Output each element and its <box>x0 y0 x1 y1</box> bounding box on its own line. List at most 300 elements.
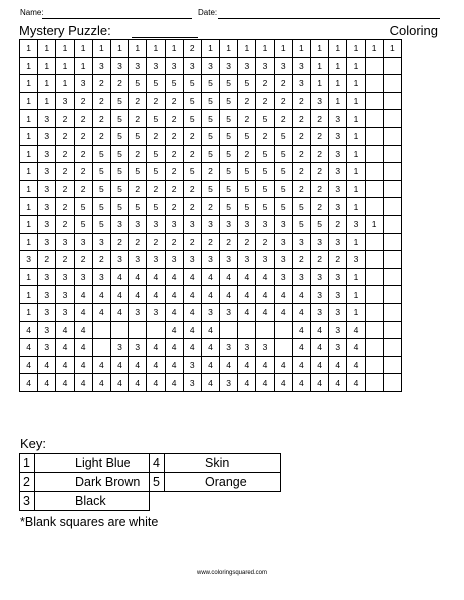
grid-cell[interactable] <box>383 75 401 93</box>
grid-cell[interactable]: 3 <box>165 57 183 75</box>
grid-cell[interactable]: 1 <box>20 268 38 286</box>
grid-cell[interactable]: 5 <box>92 145 110 163</box>
grid-cell[interactable]: 5 <box>74 198 92 216</box>
grid-cell[interactable] <box>365 374 383 392</box>
grid-cell[interactable]: 5 <box>311 215 329 233</box>
grid-cell[interactable]: 3 <box>274 215 292 233</box>
grid-cell[interactable]: 4 <box>147 339 165 357</box>
grid-cell[interactable]: 3 <box>220 374 238 392</box>
grid-cell[interactable] <box>365 233 383 251</box>
grid-cell[interactable]: 2 <box>311 110 329 128</box>
grid-cell[interactable]: 2 <box>292 163 310 181</box>
grid-cell[interactable]: 1 <box>38 57 56 75</box>
grid-cell[interactable]: 3 <box>220 57 238 75</box>
grid-cell[interactable] <box>129 321 147 339</box>
grid-cell[interactable]: 4 <box>110 374 128 392</box>
grid-cell[interactable]: 2 <box>311 145 329 163</box>
grid-cell[interactable]: 3 <box>38 180 56 198</box>
grid-cell[interactable]: 5 <box>238 75 256 93</box>
grid-cell[interactable]: 2 <box>38 251 56 269</box>
grid-cell[interactable]: 2 <box>256 127 274 145</box>
grid-cell[interactable] <box>365 75 383 93</box>
grid-cell[interactable] <box>365 321 383 339</box>
grid-cell[interactable]: 3 <box>183 356 201 374</box>
grid-cell[interactable] <box>110 321 128 339</box>
grid-cell[interactable]: 4 <box>238 286 256 304</box>
grid-cell[interactable]: 3 <box>274 251 292 269</box>
grid-cell[interactable]: 3 <box>110 57 128 75</box>
grid-cell[interactable]: 1 <box>347 110 365 128</box>
grid-cell[interactable] <box>365 303 383 321</box>
grid-cell[interactable]: 1 <box>201 40 219 58</box>
grid-cell[interactable]: 2 <box>165 163 183 181</box>
grid-cell[interactable]: 2 <box>165 180 183 198</box>
grid-cell[interactable]: 5 <box>201 92 219 110</box>
grid-cell[interactable]: 4 <box>256 303 274 321</box>
grid-cell[interactable] <box>383 356 401 374</box>
grid-cell[interactable]: 5 <box>92 215 110 233</box>
grid-cell[interactable]: 3 <box>329 303 347 321</box>
grid-cell[interactable]: 1 <box>20 233 38 251</box>
grid-cell[interactable]: 2 <box>129 110 147 128</box>
grid-cell[interactable]: 2 <box>74 163 92 181</box>
grid-cell[interactable]: 1 <box>74 40 92 58</box>
grid-cell[interactable]: 3 <box>329 180 347 198</box>
grid-cell[interactable]: 3 <box>147 303 165 321</box>
grid-cell[interactable] <box>238 321 256 339</box>
grid-cell[interactable]: 4 <box>129 374 147 392</box>
grid-cell[interactable]: 2 <box>238 145 256 163</box>
grid-cell[interactable]: 5 <box>220 127 238 145</box>
grid-cell[interactable]: 1 <box>220 40 238 58</box>
date-line[interactable] <box>218 18 440 19</box>
grid-cell[interactable] <box>365 57 383 75</box>
grid-cell[interactable]: 5 <box>147 75 165 93</box>
grid-cell[interactable]: 4 <box>274 303 292 321</box>
grid-cell[interactable]: 2 <box>129 92 147 110</box>
grid-cell[interactable]: 4 <box>201 356 219 374</box>
grid-cell[interactable]: 2 <box>311 163 329 181</box>
grid-cell[interactable]: 4 <box>147 374 165 392</box>
grid-cell[interactable]: 2 <box>56 127 74 145</box>
grid-cell[interactable]: 3 <box>238 339 256 357</box>
grid-cell[interactable]: 3 <box>110 251 128 269</box>
grid-cell[interactable]: 1 <box>365 215 383 233</box>
grid-cell[interactable]: 3 <box>256 57 274 75</box>
grid-cell[interactable]: 2 <box>238 92 256 110</box>
grid-cell[interactable] <box>365 356 383 374</box>
grid-cell[interactable]: 4 <box>238 303 256 321</box>
grid-cell[interactable] <box>274 321 292 339</box>
grid-cell[interactable]: 4 <box>274 374 292 392</box>
grid-cell[interactable]: 2 <box>56 163 74 181</box>
grid-cell[interactable]: 4 <box>20 374 38 392</box>
grid-cell[interactable] <box>220 321 238 339</box>
grid-cell[interactable]: 5 <box>201 180 219 198</box>
grid-cell[interactable] <box>256 321 274 339</box>
grid-cell[interactable]: 3 <box>220 339 238 357</box>
grid-cell[interactable] <box>147 321 165 339</box>
grid-cell[interactable]: 4 <box>147 286 165 304</box>
grid-cell[interactable]: 2 <box>183 127 201 145</box>
grid-cell[interactable]: 4 <box>201 374 219 392</box>
grid-cell[interactable]: 5 <box>110 145 128 163</box>
grid-cell[interactable]: 2 <box>165 145 183 163</box>
grid-cell[interactable]: 3 <box>38 321 56 339</box>
grid-cell[interactable]: 3 <box>183 374 201 392</box>
grid-cell[interactable]: 5 <box>92 180 110 198</box>
grid-cell[interactable] <box>383 110 401 128</box>
grid-cell[interactable]: 5 <box>201 145 219 163</box>
grid-cell[interactable]: 3 <box>56 233 74 251</box>
grid-cell[interactable]: 3 <box>201 215 219 233</box>
grid-cell[interactable]: 3 <box>220 215 238 233</box>
grid-cell[interactable]: 5 <box>220 145 238 163</box>
grid-cell[interactable]: 2 <box>56 145 74 163</box>
grid-cell[interactable] <box>383 286 401 304</box>
grid-cell[interactable]: 4 <box>92 356 110 374</box>
grid-cell[interactable] <box>383 198 401 216</box>
grid-cell[interactable]: 4 <box>256 286 274 304</box>
grid-cell[interactable]: 5 <box>274 180 292 198</box>
grid-cell[interactable]: 4 <box>292 374 310 392</box>
grid-cell[interactable]: 2 <box>238 233 256 251</box>
grid-cell[interactable]: 2 <box>74 251 92 269</box>
grid-cell[interactable]: 4 <box>183 321 201 339</box>
grid-cell[interactable] <box>365 198 383 216</box>
grid-cell[interactable]: 4 <box>311 321 329 339</box>
grid-cell[interactable]: 1 <box>20 215 38 233</box>
grid-cell[interactable]: 2 <box>201 198 219 216</box>
grid-cell[interactable]: 5 <box>129 163 147 181</box>
grid-cell[interactable]: 2 <box>56 251 74 269</box>
grid-cell[interactable]: 5 <box>147 145 165 163</box>
grid-cell[interactable]: 3 <box>329 321 347 339</box>
grid-cell[interactable]: 3 <box>347 251 365 269</box>
grid-cell[interactable]: 2 <box>292 251 310 269</box>
grid-cell[interactable]: 5 <box>238 127 256 145</box>
grid-cell[interactable]: 3 <box>292 233 310 251</box>
grid-cell[interactable]: 4 <box>165 303 183 321</box>
grid-cell[interactable]: 2 <box>165 233 183 251</box>
grid-cell[interactable]: 4 <box>292 356 310 374</box>
grid-cell[interactable]: 1 <box>274 40 292 58</box>
grid-cell[interactable]: 4 <box>20 321 38 339</box>
grid-cell[interactable]: 4 <box>311 356 329 374</box>
grid-cell[interactable]: 4 <box>183 339 201 357</box>
grid-cell[interactable]: 5 <box>274 127 292 145</box>
grid-cell[interactable]: 4 <box>311 374 329 392</box>
grid-cell[interactable]: 5 <box>256 110 274 128</box>
grid-cell[interactable]: 3 <box>220 303 238 321</box>
grid-cell[interactable]: 5 <box>220 75 238 93</box>
grid-cell[interactable]: 4 <box>74 303 92 321</box>
grid-cell[interactable]: 3 <box>38 198 56 216</box>
grid-cell[interactable]: 4 <box>292 286 310 304</box>
grid-cell[interactable]: 5 <box>201 127 219 145</box>
grid-cell[interactable]: 2 <box>56 110 74 128</box>
grid-cell[interactable]: 4 <box>110 356 128 374</box>
grid-cell[interactable]: 2 <box>292 110 310 128</box>
grid-cell[interactable]: 4 <box>183 303 201 321</box>
grid-cell[interactable]: 3 <box>129 57 147 75</box>
grid-cell[interactable] <box>383 127 401 145</box>
grid-cell[interactable]: 5 <box>238 163 256 181</box>
grid-cell[interactable]: 2 <box>201 163 219 181</box>
grid-cell[interactable] <box>365 145 383 163</box>
grid-cell[interactable]: 3 <box>311 92 329 110</box>
grid-cell[interactable]: 4 <box>56 374 74 392</box>
grid-cell[interactable]: 5 <box>92 163 110 181</box>
grid-cell[interactable]: 2 <box>147 233 165 251</box>
grid-cell[interactable]: 3 <box>129 339 147 357</box>
grid-cell[interactable]: 3 <box>38 163 56 181</box>
grid-cell[interactable]: 3 <box>274 268 292 286</box>
grid-cell[interactable]: 4 <box>256 356 274 374</box>
grid-cell[interactable]: 2 <box>329 215 347 233</box>
grid-cell[interactable]: 1 <box>329 75 347 93</box>
grid-cell[interactable]: 1 <box>56 75 74 93</box>
grid-cell[interactable]: 4 <box>74 286 92 304</box>
grid-cell[interactable]: 5 <box>220 110 238 128</box>
grid-cell[interactable]: 4 <box>147 268 165 286</box>
grid-cell[interactable]: 4 <box>201 268 219 286</box>
grid-cell[interactable]: 2 <box>329 251 347 269</box>
grid-cell[interactable]: 2 <box>311 251 329 269</box>
grid-cell[interactable] <box>365 268 383 286</box>
grid-cell[interactable]: 4 <box>56 321 74 339</box>
grid-cell[interactable]: 1 <box>292 40 310 58</box>
grid-cell[interactable]: 4 <box>110 268 128 286</box>
grid-cell[interactable]: 2 <box>183 233 201 251</box>
grid-cell[interactable]: 3 <box>238 251 256 269</box>
grid-cell[interactable]: 3 <box>38 233 56 251</box>
grid-cell[interactable]: 2 <box>183 198 201 216</box>
grid-cell[interactable]: 4 <box>110 303 128 321</box>
grid-cell[interactable]: 4 <box>165 268 183 286</box>
grid-cell[interactable]: 3 <box>56 92 74 110</box>
grid-cell[interactable]: 3 <box>329 268 347 286</box>
grid-cell[interactable]: 1 <box>311 40 329 58</box>
grid-cell[interactable]: 1 <box>347 268 365 286</box>
grid-cell[interactable]: 3 <box>38 145 56 163</box>
grid-cell[interactable]: 1 <box>38 75 56 93</box>
grid-cell[interactable]: 3 <box>129 215 147 233</box>
grid-cell[interactable]: 1 <box>92 40 110 58</box>
grid-cell[interactable]: 1 <box>20 57 38 75</box>
grid-cell[interactable]: 1 <box>20 145 38 163</box>
grid-cell[interactable]: 4 <box>20 356 38 374</box>
grid-cell[interactable] <box>383 215 401 233</box>
grid-cell[interactable]: 3 <box>92 268 110 286</box>
grid-cell[interactable]: 1 <box>347 40 365 58</box>
grid-cell[interactable]: 5 <box>129 75 147 93</box>
grid-cell[interactable]: 4 <box>56 339 74 357</box>
grid-cell[interactable]: 5 <box>183 110 201 128</box>
grid-cell[interactable]: 1 <box>20 303 38 321</box>
grid-cell[interactable]: 1 <box>347 198 365 216</box>
grid-cell[interactable]: 4 <box>110 286 128 304</box>
grid-cell[interactable]: 5 <box>220 180 238 198</box>
grid-cell[interactable] <box>365 163 383 181</box>
grid-cell[interactable]: 4 <box>292 303 310 321</box>
grid-cell[interactable]: 5 <box>256 180 274 198</box>
grid-cell[interactable]: 4 <box>347 374 365 392</box>
grid-cell[interactable] <box>383 251 401 269</box>
grid-cell[interactable]: 3 <box>147 251 165 269</box>
grid-cell[interactable]: 3 <box>56 303 74 321</box>
grid-cell[interactable]: 2 <box>110 75 128 93</box>
grid-cell[interactable]: 4 <box>292 339 310 357</box>
grid-cell[interactable]: 4 <box>92 303 110 321</box>
grid-cell[interactable]: 1 <box>38 92 56 110</box>
grid-cell[interactable]: 5 <box>238 198 256 216</box>
grid-cell[interactable]: 5 <box>256 163 274 181</box>
grid-cell[interactable]: 4 <box>129 286 147 304</box>
grid-cell[interactable]: 1 <box>20 198 38 216</box>
grid-cell[interactable]: 3 <box>274 57 292 75</box>
grid-cell[interactable]: 3 <box>183 251 201 269</box>
grid-cell[interactable]: 5 <box>201 75 219 93</box>
grid-cell[interactable]: 4 <box>165 286 183 304</box>
grid-cell[interactable]: 4 <box>329 374 347 392</box>
grid-cell[interactable]: 1 <box>147 40 165 58</box>
grid-cell[interactable]: 5 <box>274 163 292 181</box>
grid-cell[interactable]: 5 <box>256 145 274 163</box>
grid-cell[interactable]: 4 <box>74 356 92 374</box>
grid-cell[interactable]: 4 <box>201 339 219 357</box>
grid-cell[interactable]: 2 <box>147 127 165 145</box>
grid-cell[interactable]: 3 <box>165 251 183 269</box>
grid-cell[interactable]: 1 <box>347 75 365 93</box>
grid-cell[interactable]: 2 <box>129 233 147 251</box>
grid-cell[interactable]: 1 <box>347 57 365 75</box>
grid-cell[interactable]: 4 <box>183 286 201 304</box>
grid-cell[interactable]: 3 <box>329 339 347 357</box>
grid-cell[interactable] <box>383 339 401 357</box>
grid-cell[interactable]: 1 <box>347 127 365 145</box>
grid-cell[interactable] <box>383 57 401 75</box>
grid-cell[interactable]: 4 <box>56 356 74 374</box>
grid-cell[interactable]: 5 <box>147 110 165 128</box>
grid-cell[interactable]: 5 <box>147 198 165 216</box>
grid-cell[interactable]: 2 <box>92 127 110 145</box>
grid-cell[interactable]: 3 <box>92 233 110 251</box>
grid-cell[interactable]: 4 <box>165 356 183 374</box>
grid-cell[interactable]: 4 <box>38 374 56 392</box>
grid-cell[interactable]: 1 <box>347 286 365 304</box>
grid-cell[interactable]: 2 <box>92 92 110 110</box>
grid-cell[interactable]: 3 <box>110 215 128 233</box>
grid-cell[interactable]: 3 <box>201 57 219 75</box>
grid-cell[interactable]: 1 <box>256 40 274 58</box>
grid-cell[interactable]: 4 <box>274 286 292 304</box>
grid-cell[interactable]: 4 <box>74 321 92 339</box>
grid-cell[interactable]: 5 <box>274 145 292 163</box>
grid-cell[interactable]: 3 <box>74 268 92 286</box>
grid-cell[interactable]: 5 <box>292 198 310 216</box>
grid-cell[interactable]: 3 <box>38 286 56 304</box>
grid-cell[interactable]: 2 <box>56 198 74 216</box>
grid-cell[interactable]: 5 <box>147 163 165 181</box>
grid-cell[interactable]: 3 <box>329 145 347 163</box>
grid-cell[interactable]: 2 <box>238 110 256 128</box>
grid-cell[interactable]: 4 <box>347 356 365 374</box>
grid-cell[interactable]: 3 <box>311 268 329 286</box>
grid-cell[interactable]: 4 <box>165 374 183 392</box>
grid-cell[interactable]: 2 <box>256 233 274 251</box>
grid-cell[interactable] <box>383 92 401 110</box>
grid-cell[interactable]: 2 <box>74 180 92 198</box>
grid-cell[interactable]: 1 <box>20 286 38 304</box>
grid-cell[interactable]: 3 <box>256 339 274 357</box>
grid-cell[interactable]: 2 <box>165 127 183 145</box>
grid-cell[interactable]: 5 <box>110 92 128 110</box>
grid-cell[interactable]: 3 <box>256 251 274 269</box>
grid-cell[interactable]: 1 <box>20 180 38 198</box>
grid-cell[interactable]: 1 <box>365 40 383 58</box>
grid-cell[interactable]: 1 <box>311 57 329 75</box>
grid-cell[interactable]: 2 <box>110 233 128 251</box>
grid-cell[interactable]: 4 <box>256 374 274 392</box>
grid-cell[interactable] <box>383 268 401 286</box>
grid-cell[interactable]: 2 <box>183 180 201 198</box>
grid-cell[interactable]: 2 <box>74 92 92 110</box>
grid-cell[interactable]: 2 <box>292 145 310 163</box>
grid-cell[interactable]: 5 <box>220 163 238 181</box>
grid-cell[interactable]: 2 <box>292 180 310 198</box>
grid-cell[interactable]: 3 <box>329 110 347 128</box>
grid-cell[interactable]: 3 <box>329 198 347 216</box>
grid-cell[interactable]: 5 <box>92 198 110 216</box>
grid-cell[interactable]: 3 <box>311 233 329 251</box>
grid-cell[interactable]: 5 <box>110 198 128 216</box>
title-blank[interactable] <box>132 37 198 38</box>
grid-cell[interactable]: 1 <box>38 40 56 58</box>
grid-cell[interactable]: 4 <box>165 321 183 339</box>
grid-cell[interactable]: 3 <box>110 339 128 357</box>
grid-cell[interactable]: 4 <box>201 321 219 339</box>
grid-cell[interactable]: 3 <box>38 268 56 286</box>
grid-cell[interactable]: 1 <box>347 233 365 251</box>
grid-cell[interactable] <box>365 180 383 198</box>
grid-cell[interactable]: 2 <box>92 75 110 93</box>
grid-cell[interactable]: 1 <box>347 180 365 198</box>
grid-cell[interactable]: 1 <box>20 75 38 93</box>
grid-cell[interactable] <box>92 339 110 357</box>
grid-cell[interactable]: 2 <box>147 180 165 198</box>
grid-cell[interactable]: 3 <box>147 215 165 233</box>
grid-cell[interactable]: 2 <box>220 233 238 251</box>
grid-cell[interactable]: 1 <box>56 40 74 58</box>
grid-cell[interactable]: 2 <box>311 127 329 145</box>
grid-cell[interactable]: 2 <box>201 233 219 251</box>
grid-cell[interactable]: 1 <box>20 127 38 145</box>
grid-cell[interactable]: 4 <box>129 268 147 286</box>
grid-cell[interactable]: 4 <box>38 356 56 374</box>
grid-cell[interactable]: 3 <box>256 215 274 233</box>
grid-cell[interactable]: 4 <box>274 356 292 374</box>
grid-cell[interactable]: 3 <box>311 286 329 304</box>
grid-cell[interactable]: 3 <box>147 57 165 75</box>
grid-cell[interactable]: 1 <box>347 163 365 181</box>
grid-cell[interactable]: 2 <box>129 180 147 198</box>
grid-cell[interactable]: 1 <box>165 40 183 58</box>
grid-cell[interactable]: 3 <box>329 127 347 145</box>
grid-cell[interactable]: 4 <box>129 356 147 374</box>
grid-cell[interactable]: 5 <box>110 127 128 145</box>
grid-cell[interactable]: 3 <box>38 303 56 321</box>
